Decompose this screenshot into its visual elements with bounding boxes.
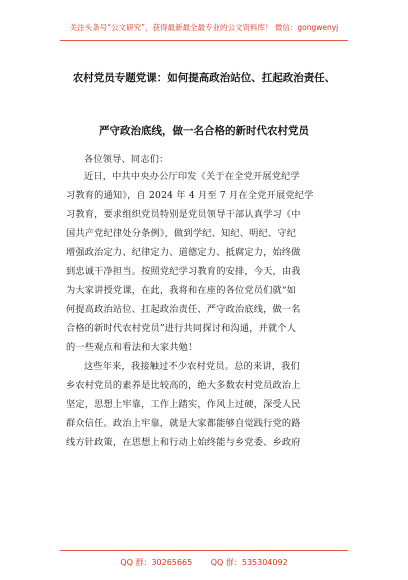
body-line: 增强政治定力、纪律定力、道德定力、抵腐定力，始终做 (66, 247, 301, 258)
body-line: 近日，中共中央办公厅印发《关于在全党开展党纪学 (84, 171, 300, 182)
footer (0, 557, 408, 568)
body-line: 坚定，思想上牢靠，工作上踏实，作风上过硬，深受人民 (66, 399, 301, 410)
body-line: 为大家讲授党课，在此，我将和在座的各位党员们就“如 (66, 285, 297, 296)
footer-qq-group-1: QQ 群：30265665 (120, 558, 193, 567)
footer-qq-group-2: QQ 群：535304092 (210, 558, 288, 567)
body-line: 的一些观点和看法和大家共勉！ (66, 342, 198, 353)
header-divider (60, 40, 348, 41)
body-line: 习教育的通知》，自 2024 年 4 月至 7 月在全党开展党纪学 (66, 190, 314, 201)
body-line: 到忠诚干净担当。按照党纪学习教育的安排，今天，由我 (66, 266, 301, 277)
body-line: 合格的新时代农村党员”进行共同探讨和沟通，并就个人 (66, 323, 297, 334)
body-line: 线方针政策，在思想上和行动上始终能与乡党委、乡政府 (66, 437, 301, 448)
document-title-line-1: 农村党员专题党课：如何提高政治站位、扛起政治责任、 (72, 72, 336, 84)
body-line: 习教育，要求组织党员特别是党员领导干部认真学习《中 (66, 209, 301, 220)
salutation: 各位领导、同志们： (84, 154, 169, 165)
header-promo-text: 关注头条号“公文研究”，获得最新最全最专业的公文资料库！ 微信：gongwenyj (69, 23, 339, 32)
body-line: 乡农村党员的素养是比较高的，绝大多数农村党员政治上 (66, 380, 301, 391)
body-line: 这些年来，我接触过不少农村党员。总的来讲，我们 (84, 361, 300, 372)
body-line: 群众信任。政治上牢靠，就是大家都能够自觉践行党的路 (66, 418, 301, 429)
footer-divider (60, 550, 348, 551)
document-title-line-2: 严守政治底线，做一名合格的新时代农村党员 (99, 125, 309, 137)
body-line: 国共产党纪律处分条例》，做到学纪、知纪、明纪、守纪 (66, 228, 297, 239)
body-line: 何提高政治站位、扛起政治责任、严守政治底线，做一名 (66, 304, 301, 315)
